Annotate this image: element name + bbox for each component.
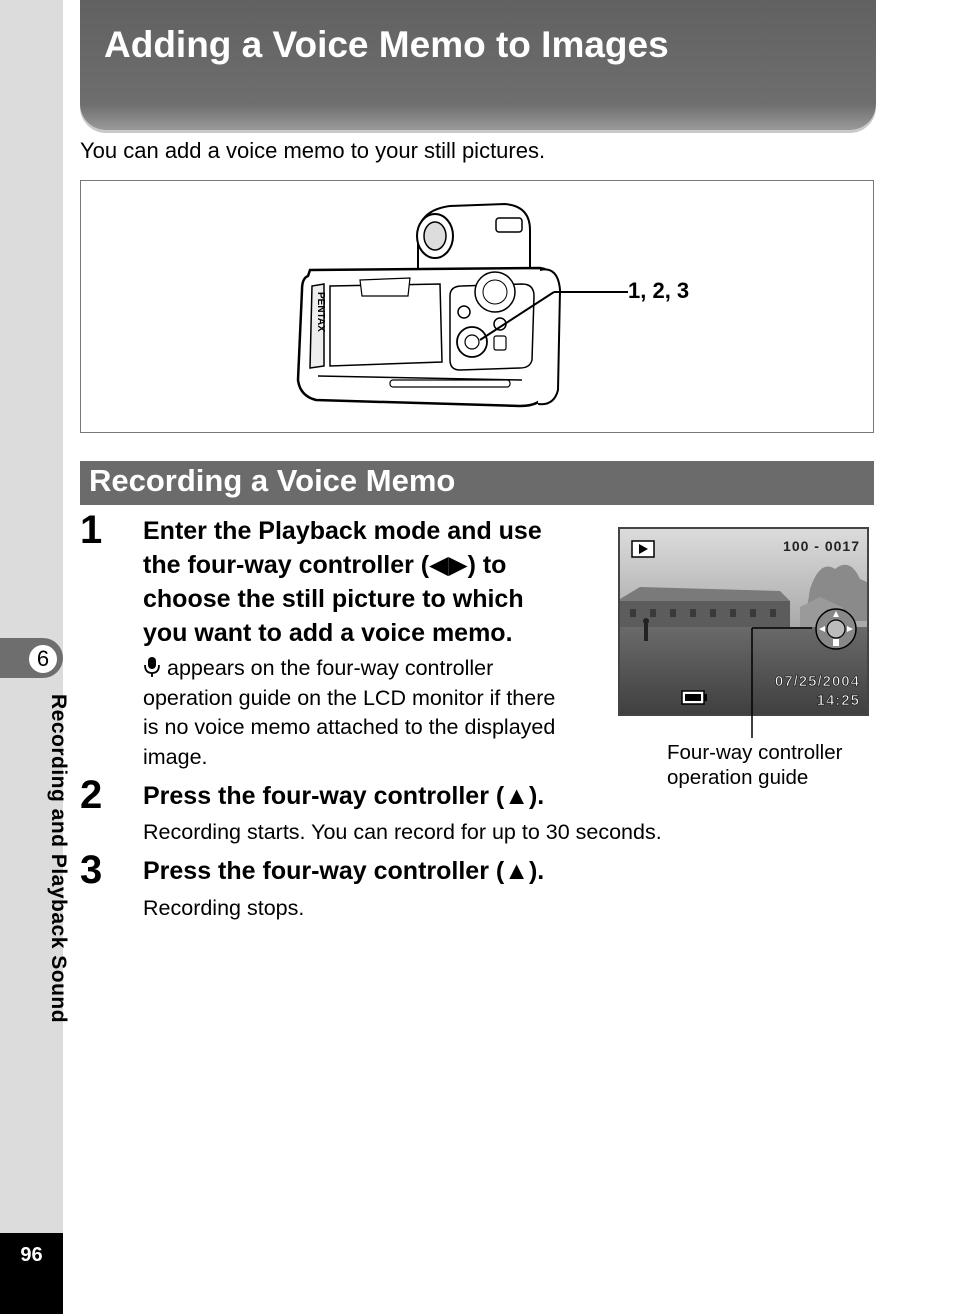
step-body-line: appears on the four-way controller (167, 656, 494, 680)
figure-callout: 1, 2, 3 (628, 278, 690, 303)
step-number: 2 (80, 773, 103, 817)
step-heading: Press the four-way controller (▲). (143, 782, 545, 810)
lcd-caption-line: operation guide (667, 766, 809, 789)
chapter-title: Recording and Playback Sound (47, 694, 70, 1024)
step-heading-line: you want to add a voice memo. (143, 619, 513, 647)
battery-icon (682, 691, 707, 704)
lcd-caption (667, 740, 842, 790)
playback-icon (632, 541, 654, 557)
lcd-file-number: 100 - 0017 (783, 538, 860, 554)
lcd-date: 07/25/2004 (774, 673, 860, 690)
page-title: Adding a Voice Memo to Images (104, 24, 669, 65)
step-heading-line: choose the still picture to which (143, 585, 524, 613)
section-title: Recording a Voice Memo (89, 463, 456, 498)
step-body-line: image. (143, 744, 208, 769)
step-heading (143, 514, 613, 650)
step-heading-line: Enter the Playback mode and use (143, 517, 542, 545)
step-heading: Press the four-way controller (▲). (143, 857, 545, 885)
step-heading-line: the four-way controller (◀▶) to (143, 551, 507, 579)
intro-text: You can add a voice memo to your still pictures. (80, 138, 546, 163)
lcd-caption-line: Four-way controller (667, 741, 843, 764)
brand-label: PENTAX (315, 292, 326, 332)
microphone-icon (143, 656, 161, 678)
lcd-time: 14:25 (816, 692, 860, 709)
chapter-number: 6 (27, 643, 59, 675)
step-body-line: operation guide on the LCD monitor if there (143, 685, 556, 710)
page-header (80, 0, 876, 130)
page-number: 96 (20, 1244, 43, 1266)
step-description (143, 654, 613, 772)
callout-leader (740, 620, 830, 740)
step-number: 3 (80, 848, 103, 892)
step-description: Recording stops. (143, 896, 305, 920)
step-body-line: is no voice memo attached to the displayed (143, 715, 556, 739)
step-number: 1 (80, 508, 103, 552)
section-header (80, 461, 874, 505)
camera-illustration (290, 200, 630, 415)
step-description: Recording starts. You can record for up to 30 seconds. (143, 820, 662, 844)
